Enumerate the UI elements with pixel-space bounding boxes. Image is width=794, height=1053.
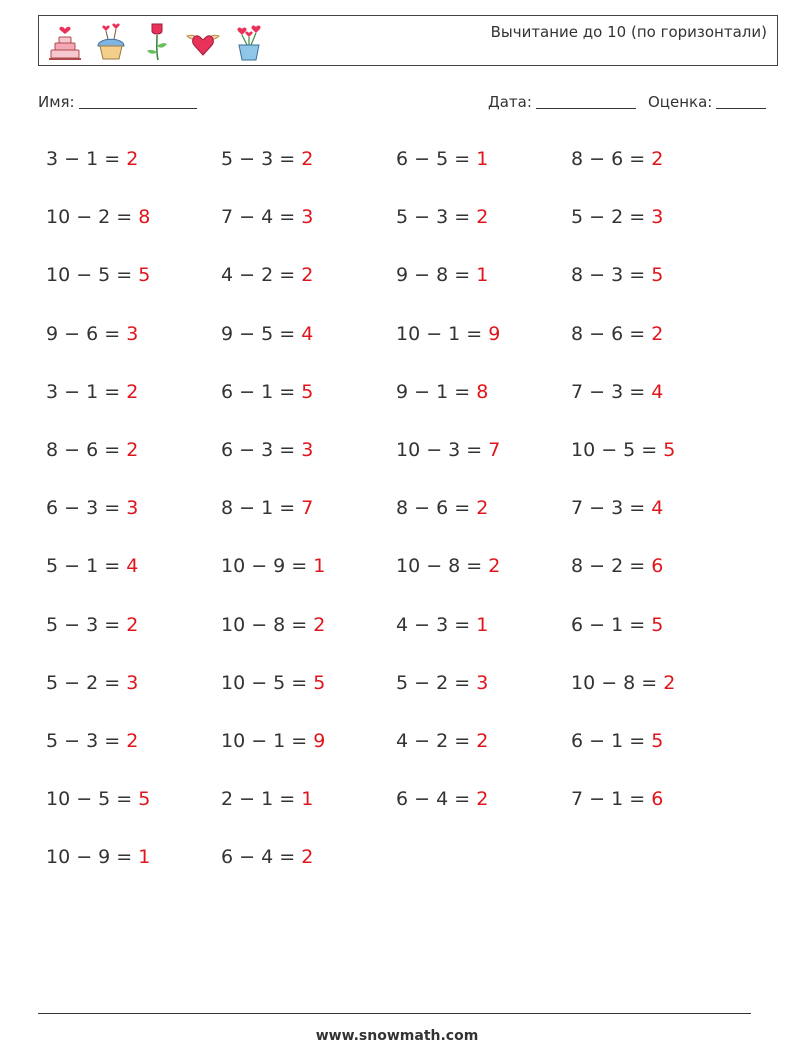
problem-item xyxy=(571,730,663,752)
problem-item xyxy=(221,381,313,403)
problem-question: 6 − 5 = xyxy=(396,148,477,170)
problem-question: 3 − 1 = xyxy=(46,380,127,403)
problem-answer: 5 xyxy=(651,264,664,287)
problem-answer: 2 xyxy=(301,846,314,869)
problem-question: 10 − 3 = xyxy=(396,439,489,461)
worksheet-header xyxy=(38,15,778,66)
problem-question: 7 − 3 = xyxy=(571,497,652,520)
date-label: Дата: xyxy=(488,93,532,111)
problem-answer: 2 xyxy=(476,730,489,752)
problem-question: 10 − 5 = xyxy=(221,671,314,694)
problem-question: 7 − 3 = xyxy=(571,380,652,403)
problem-item xyxy=(46,497,138,519)
problem-question: 8 − 6 = xyxy=(571,322,652,345)
problem-item xyxy=(571,323,663,345)
problem-item xyxy=(221,730,325,752)
problem-item xyxy=(46,439,138,461)
problem-question: 9 − 6 = xyxy=(46,322,127,345)
problem-item xyxy=(46,323,138,345)
problem-item xyxy=(221,264,313,286)
problem-answer: 2 xyxy=(476,497,489,520)
problem-item xyxy=(396,672,488,694)
problem-question: 6 − 1 = xyxy=(221,380,302,403)
problem-answer: 3 xyxy=(126,497,139,520)
problem-question: 5 − 2 = xyxy=(396,671,477,694)
problem-item xyxy=(46,264,150,286)
problem-item xyxy=(571,206,663,228)
problem-question: 2 − 1 = xyxy=(221,788,302,811)
problem-question: 4 − 3 = xyxy=(396,613,477,636)
problem-question: 9 − 1 = xyxy=(396,380,477,403)
problem-answer: 8 xyxy=(138,206,151,229)
problem-item xyxy=(396,439,500,461)
problem-answer: 5 xyxy=(663,439,676,461)
problem-question: 10 − 5 = xyxy=(46,788,139,811)
problem-answer: 2 xyxy=(126,613,139,636)
problem-item xyxy=(221,672,325,694)
problem-answer: 4 xyxy=(651,380,664,403)
problem-item xyxy=(571,381,663,403)
problem-item xyxy=(221,788,313,810)
cake-icon xyxy=(47,20,83,62)
problem-question: 6 − 4 = xyxy=(396,788,477,811)
problem-answer: 3 xyxy=(126,671,139,694)
problem-answer: 2 xyxy=(313,613,326,636)
problem-item xyxy=(46,555,138,577)
problem-item xyxy=(396,497,488,519)
problem-item xyxy=(46,148,138,170)
problem-answer: 6 xyxy=(651,555,664,578)
name-blank-line xyxy=(79,94,197,109)
problem-item xyxy=(46,672,138,694)
problem-item xyxy=(396,264,488,286)
problem-item xyxy=(221,148,313,170)
problem-answer: 2 xyxy=(651,322,664,345)
problem-question: 5 − 3 = xyxy=(46,730,127,752)
problem-answer: 2 xyxy=(488,555,501,578)
problem-item xyxy=(571,672,675,694)
problem-question: 10 − 5 = xyxy=(46,264,139,287)
grade-label: Оценка: xyxy=(648,93,713,111)
problem-item xyxy=(221,439,313,461)
problem-answer: 5 xyxy=(138,788,151,811)
problem-answer: 2 xyxy=(301,264,314,287)
problem-item xyxy=(221,614,325,636)
problem-answer: 3 xyxy=(301,206,314,229)
problem-question: 8 − 3 = xyxy=(571,264,652,287)
worksheet-title: Вычитание до 10 (по горизонтали) xyxy=(490,23,767,41)
problem-answer: 2 xyxy=(651,148,664,170)
problem-item xyxy=(221,206,313,228)
problem-question: 6 − 3 = xyxy=(46,497,127,520)
problem-answer: 4 xyxy=(651,497,664,520)
problem-item xyxy=(396,788,488,810)
problem-question: 5 − 3 = xyxy=(46,613,127,636)
problem-item xyxy=(571,788,663,810)
problem-answer: 2 xyxy=(126,380,139,403)
problem-item xyxy=(396,381,488,403)
problem-question: 8 − 1 = xyxy=(221,497,302,520)
problem-question: 8 − 2 = xyxy=(571,555,652,578)
winged-heart-icon xyxy=(185,20,221,62)
problem-question: 10 − 2 = xyxy=(46,206,139,229)
problem-item xyxy=(396,730,488,752)
problem-question: 5 − 3 = xyxy=(396,206,477,229)
name-label: Имя: xyxy=(38,93,75,111)
problem-answer: 5 xyxy=(651,730,664,752)
problem-question: 10 − 5 = xyxy=(571,439,664,461)
problem-item xyxy=(571,148,663,170)
problem-answer: 7 xyxy=(301,497,314,520)
problem-answer: 1 xyxy=(476,613,489,636)
problem-item xyxy=(221,846,313,868)
problem-answer: 2 xyxy=(476,788,489,811)
problem-question: 8 − 6 = xyxy=(571,148,652,170)
problem-question: 5 − 1 = xyxy=(46,555,127,578)
problem-answer: 2 xyxy=(301,148,314,170)
heart-flowerpot-icon xyxy=(231,20,267,62)
problem-answer: 4 xyxy=(301,322,314,345)
problem-item xyxy=(221,323,313,345)
problem-question: 10 − 9 = xyxy=(46,846,139,869)
problem-answer: 4 xyxy=(126,555,139,578)
problem-item xyxy=(396,614,488,636)
problem-answer: 1 xyxy=(138,846,151,869)
problem-question: 5 − 2 = xyxy=(46,671,127,694)
grade-field xyxy=(648,93,766,111)
problem-answer: 5 xyxy=(651,613,664,636)
problem-item xyxy=(46,206,150,228)
problem-question: 10 − 1 = xyxy=(221,730,314,752)
problem-answer: 9 xyxy=(488,322,501,345)
problem-answer: 3 xyxy=(476,671,489,694)
problem-answer: 5 xyxy=(313,671,326,694)
problem-answer: 2 xyxy=(663,671,676,694)
problem-question: 7 − 1 = xyxy=(571,788,652,811)
problem-item xyxy=(571,614,663,636)
problem-item xyxy=(221,497,313,519)
problem-answer: 2 xyxy=(126,730,139,752)
problem-question: 6 − 1 = xyxy=(571,613,652,636)
problem-item xyxy=(396,323,500,345)
problem-answer: 5 xyxy=(138,264,151,287)
problem-answer: 1 xyxy=(476,264,489,287)
problem-item xyxy=(571,439,675,461)
problem-answer: 3 xyxy=(301,439,314,461)
rose-icon xyxy=(139,20,175,62)
problem-question: 7 − 4 = xyxy=(221,206,302,229)
problem-answer: 3 xyxy=(651,206,664,229)
problem-question: 6 − 4 = xyxy=(221,846,302,869)
footer-site-url: www.snowmath.com xyxy=(315,1028,479,1044)
problem-question: 10 − 8 = xyxy=(571,671,664,694)
problem-item xyxy=(46,381,138,403)
problem-item xyxy=(396,148,488,170)
problem-item xyxy=(396,206,488,228)
problem-question: 10 − 8 = xyxy=(221,613,314,636)
problem-item xyxy=(221,555,325,577)
problem-answer: 2 xyxy=(476,206,489,229)
problem-question: 4 − 2 = xyxy=(221,264,302,287)
problem-question: 4 − 2 = xyxy=(396,730,477,752)
problem-answer: 9 xyxy=(313,730,326,752)
problem-answer: 5 xyxy=(301,380,314,403)
problem-question: 3 − 1 = xyxy=(46,148,127,170)
problem-item xyxy=(46,846,150,868)
cupcake-icon xyxy=(93,20,129,62)
problem-answer: 6 xyxy=(651,788,664,811)
problem-question: 5 − 3 = xyxy=(221,148,302,170)
name-field xyxy=(38,93,197,111)
problem-question: 5 − 2 = xyxy=(571,206,652,229)
problem-question: 10 − 8 = xyxy=(396,555,489,578)
problem-answer: 1 xyxy=(313,555,326,578)
problem-item xyxy=(46,788,150,810)
problem-answer: 3 xyxy=(126,322,139,345)
problem-item xyxy=(571,497,663,519)
problem-question: 9 − 5 = xyxy=(221,322,302,345)
problem-question: 6 − 3 = xyxy=(221,439,302,461)
problem-question: 10 − 1 = xyxy=(396,322,489,345)
problem-item xyxy=(571,264,663,286)
problem-question: 6 − 1 = xyxy=(571,730,652,752)
footer-divider xyxy=(38,1013,751,1014)
problem-answer: 1 xyxy=(301,788,314,811)
problem-question: 9 − 8 = xyxy=(396,264,477,287)
problem-question: 10 − 9 = xyxy=(221,555,314,578)
problem-item xyxy=(571,555,663,577)
problem-question: 8 − 6 = xyxy=(46,439,127,461)
problem-answer: 8 xyxy=(476,380,489,403)
date-field xyxy=(488,93,636,111)
problem-answer: 2 xyxy=(126,439,139,461)
problem-answer: 7 xyxy=(488,439,501,461)
date-blank-line xyxy=(536,94,636,109)
problem-item xyxy=(396,555,500,577)
problem-item xyxy=(46,730,138,752)
icon-strip xyxy=(47,20,267,62)
problem-answer: 1 xyxy=(476,148,489,170)
problem-answer: 2 xyxy=(126,148,139,170)
problem-item xyxy=(46,614,138,636)
grade-blank-line xyxy=(716,94,766,109)
problem-question: 8 − 6 = xyxy=(396,497,477,520)
